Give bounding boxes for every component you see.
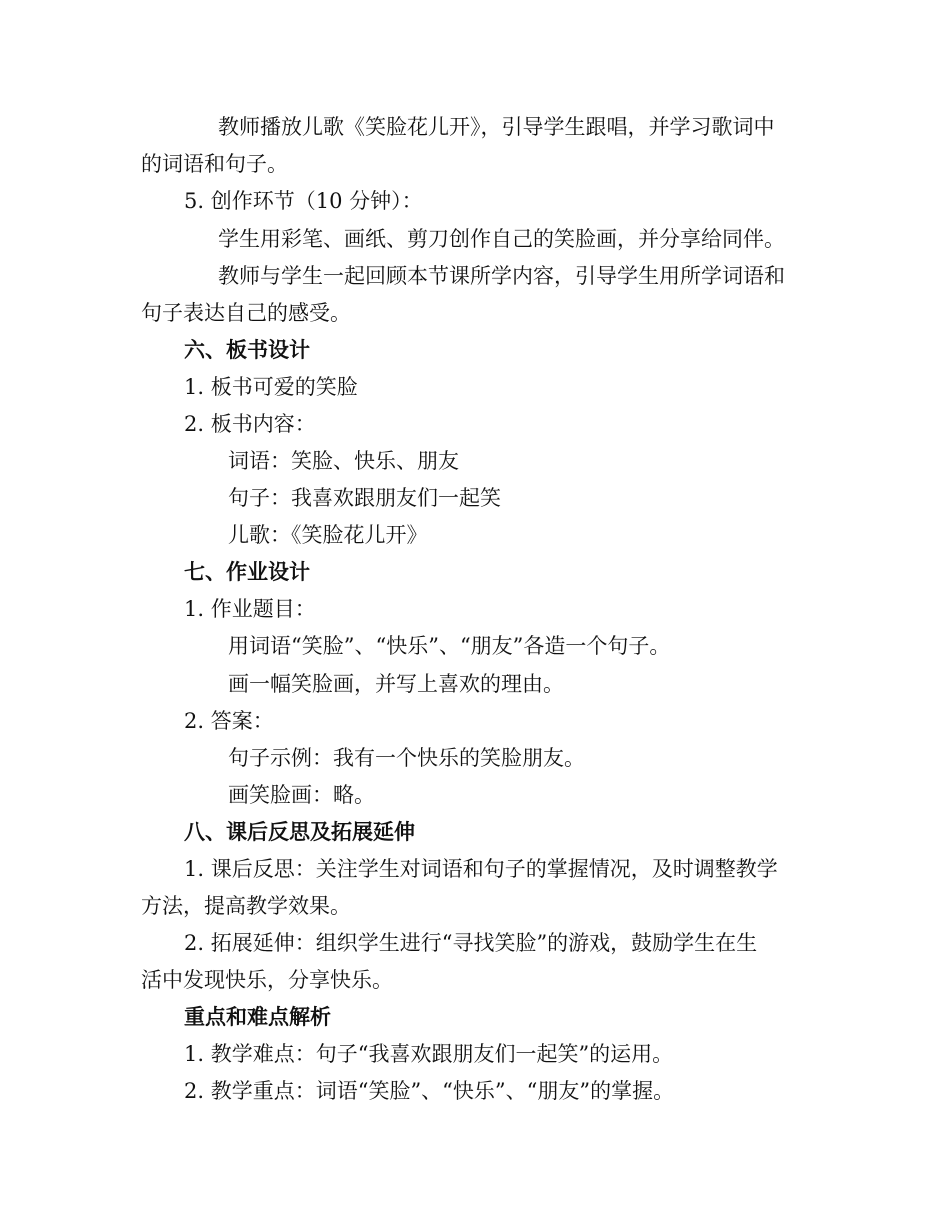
list-item: 1. 教学难点：句子“我喜欢跟朋友们一起笑”的运用。	[184, 1042, 674, 1066]
paragraph-line: 句子表达自己的感受。	[141, 301, 351, 325]
list-item: 2. 教学重点：词语“笑脸”、“快乐”、“朋友”的掌握。	[184, 1079, 675, 1103]
list-subitem: 画一幅笑脸画，并写上喜欢的理由。	[228, 672, 564, 696]
list-subitem: 句子示例：我有一个快乐的笑脸朋友。	[228, 746, 585, 770]
section-heading: 六、板书设计	[184, 338, 310, 362]
paragraph-line: 教师播放儿歌《笑脸花儿开》，引导学生跟唱，并学习歌词中	[218, 115, 775, 139]
list-item: 2. 答案：	[184, 709, 274, 733]
paragraph-line: 活中发现快乐，分享快乐。	[141, 968, 393, 992]
list-subitem: 用词语“笑脸”、“快乐”、“朋友”各造一个句子。	[228, 634, 671, 658]
list-item: 2. 拓展延伸：组织学生进行“寻找笑脸”的游戏，鼓励学生在生	[184, 931, 758, 955]
list-item: 1. 板书可爱的笑脸	[184, 375, 358, 399]
paragraph-line: 教师与学生一起回顾本节课所学内容，引导学生用所学词语和	[218, 264, 785, 288]
list-subitem: 画笑脸画：略。	[228, 783, 375, 807]
section-heading: 七、作业设计	[184, 560, 310, 584]
list-item: 5. 创作环节（10 分钟）：	[184, 189, 423, 213]
paragraph-line: 方法，提高教学效果。	[141, 894, 351, 918]
paragraph-line: 的词语和句子。	[141, 152, 288, 176]
list-subitem: 句子：我喜欢跟朋友们一起笑	[228, 486, 501, 510]
list-item: 1. 课后反思：关注学生对词语和句子的掌握情况，及时调整教学	[184, 857, 778, 881]
list-subitem: 词语：笑脸、快乐、朋友	[228, 449, 459, 473]
section-heading: 重点和难点解析	[184, 1005, 331, 1029]
paragraph-line: 学生用彩笔、画纸、剪刀创作自己的笑脸画，并分享给同伴。	[218, 227, 785, 251]
list-subitem: 儿歌：《笑脸花儿开》	[228, 523, 428, 547]
list-item: 2. 板书内容：	[184, 412, 316, 436]
section-heading: 八、课后反思及拓展延伸	[184, 820, 415, 844]
list-item: 1. 作业题目：	[184, 597, 316, 621]
